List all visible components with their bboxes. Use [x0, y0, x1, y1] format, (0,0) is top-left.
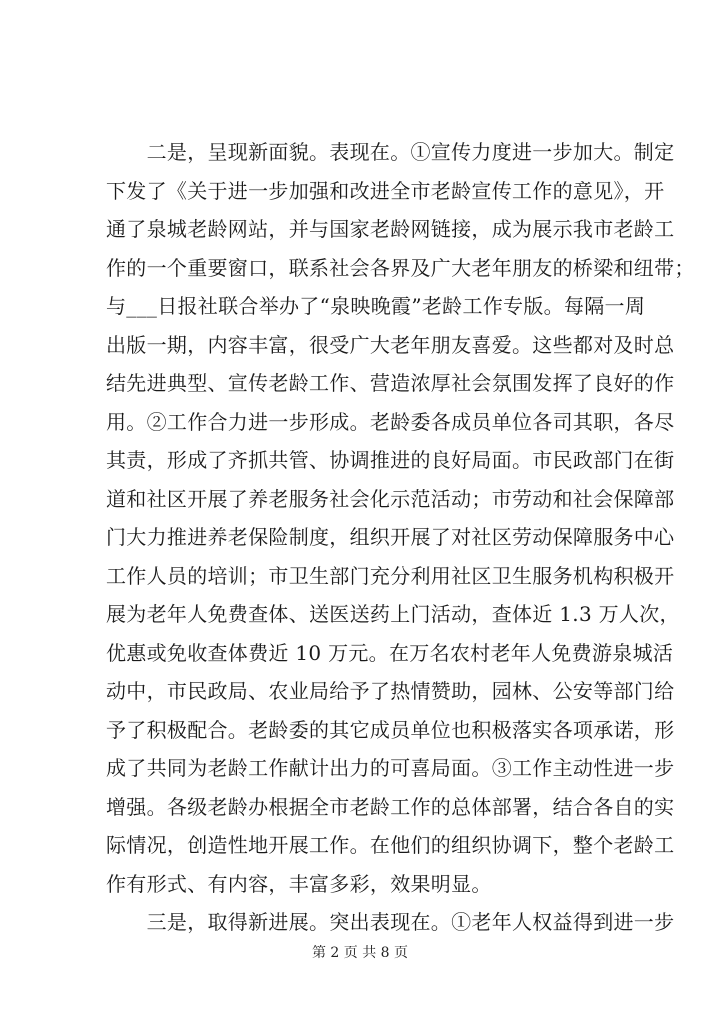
- text-line: 际情况，创造性地开展工作。在他们的组织协调下，整个老龄工: [106, 833, 675, 857]
- text-line: 用。②工作合力进一步形成。老龄委各成员单位各司其职，各尽: [106, 409, 675, 434]
- text-line: 优惠或免收查体费近 10 万元。在万名农村老年人免费游泉城活: [106, 640, 674, 665]
- text-line: 展为老年人免费查体、送医送药上门活动，查体近 1.3 万人次，: [106, 602, 680, 626]
- text-line: 作有形式、有内容，丰富多彩，效果明显。: [106, 871, 492, 896]
- body-text: [106, 133, 695, 942]
- text-line: 下发了《关于进一步加强和改进全市老龄宣传工作的意见》，开: [106, 178, 665, 203]
- text-line: 道和社区开展了养老服务社会化示范活动；市劳动和社会保障部: [106, 486, 675, 511]
- text-line: 与___日报社联合举办了“泉映晚霞”老龄工作专版。每隔一周: [106, 294, 646, 318]
- text-line: 予了积极配合。老龄委的其它成员单位也积极落实各项承诺，形: [106, 717, 675, 742]
- page-number-footer: 第 2 页 共 8 页: [311, 945, 409, 961]
- text-line: 出版一期，内容丰富，很受广大老年朋友喜爱。这些都对及时总: [106, 332, 675, 357]
- text-line: 通了泉城老龄网站，并与国家老龄网链接，成为展示我市老龄工: [106, 217, 675, 241]
- text-line: 门大力推进养老保险制度，组织开展了对社区劳动保障服务中心: [106, 525, 675, 549]
- text-line: 结先进典型、宣传老龄工作、营造浓厚社会氛围发挥了良好的作: [106, 371, 675, 395]
- paragraph-2: [106, 133, 695, 903]
- text-line: 其责，形成了齐抓共管、协调推进的良好局面。市民政部门在街: [106, 448, 675, 472]
- text-line: 成了共同为老龄工作献计出力的可喜局面。③工作主动性进一步: [106, 756, 675, 780]
- text-line: 二是，呈现新面貌。表现在。①宣传力度进一步加大。制定: [106, 140, 675, 164]
- text-line: 增强。各级老龄办根据全市老龄工作的总体部署，结合各自的实: [106, 794, 675, 819]
- text-line: 作的一个重要窗口，联系社会各界及广大老年朋友的桥梁和纽带；: [106, 255, 695, 280]
- text-line: 工作人员的培训；市卫生部门充分利用社区卫生服务机构积极开: [106, 563, 675, 588]
- text-line: 动中，市民政局、农业局给予了热情赞助，园林、公安等部门给: [106, 679, 675, 703]
- paragraph-3: [106, 903, 675, 942]
- text-line: 三是，取得新进展。突出表现在。①老年人权益得到进一步: [106, 910, 675, 934]
